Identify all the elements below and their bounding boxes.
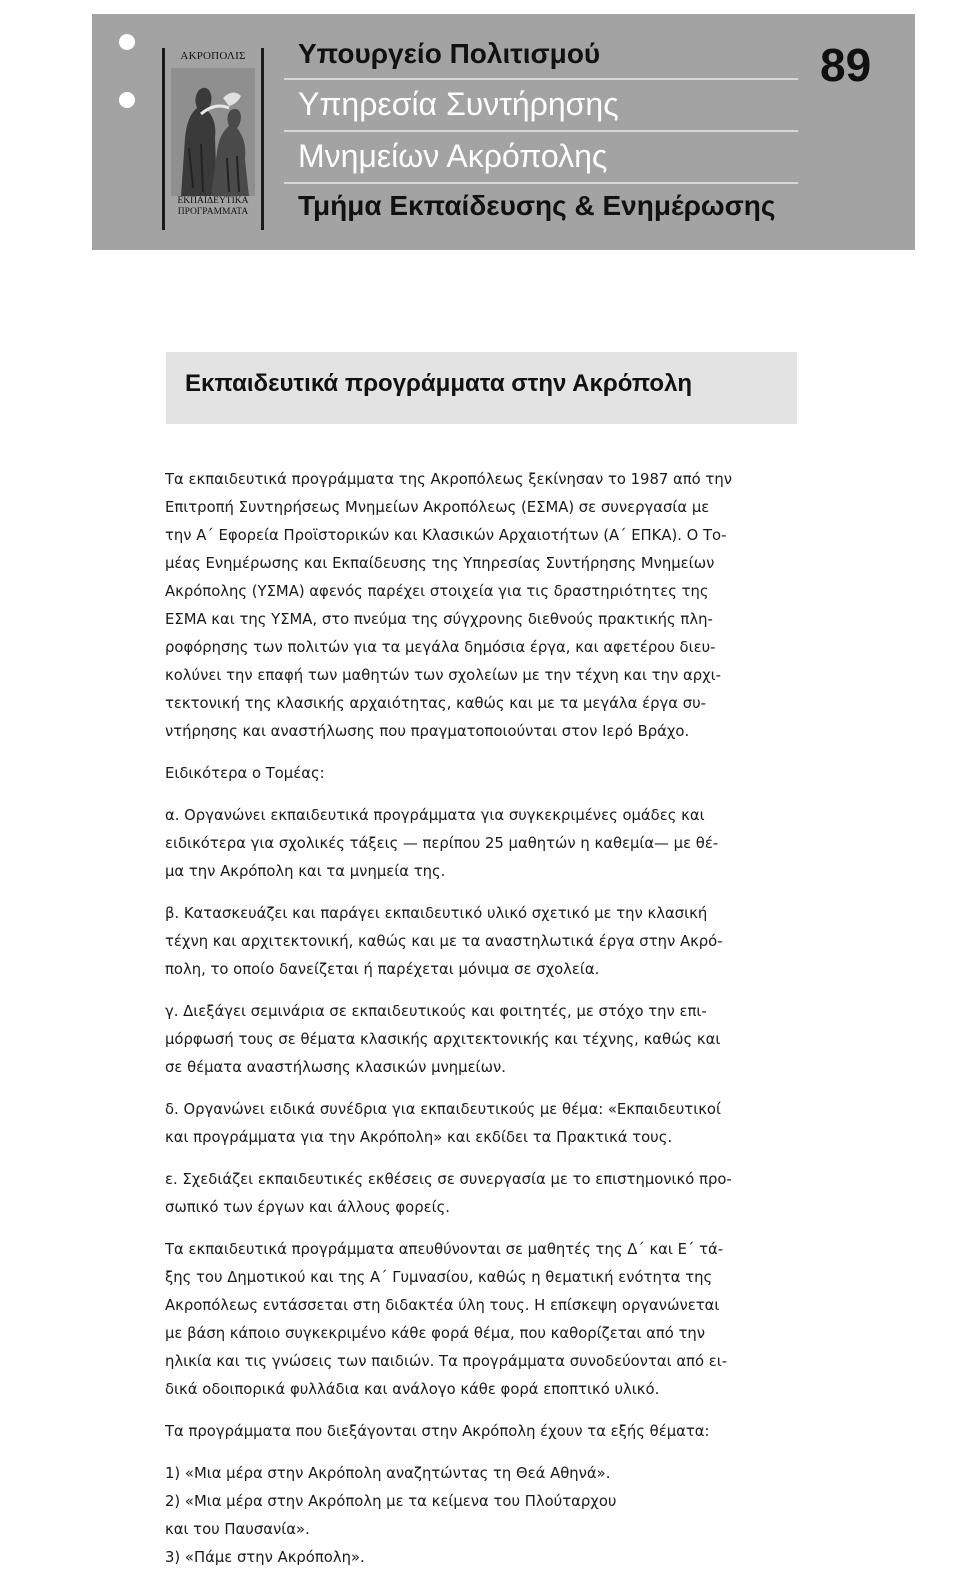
- text-line: με βάση κάποιο συγκεκριμένο κάθε φορά θέμα, που καθορίζεται από την: [165, 1325, 706, 1342]
- binder-hole-top: [119, 34, 135, 50]
- logo-bottom-line: ΠΡΟΓΡΑΜΜΑΤΑ: [177, 207, 249, 217]
- text-line: κολύνει την επαφή των μαθητών των σχολείων με την τέχνη και την αρχι-: [165, 667, 721, 684]
- section-title: Εκπαιδευτικά προγράμματα στην Ακρόπολη: [185, 370, 693, 397]
- text-line: Ακροπόλεως εντάσσεται στη διδακτέα ύλη τους. Η επίσκεψη οργανώνεται: [165, 1297, 720, 1314]
- paragraph-gap: [165, 1082, 805, 1096]
- text-line: μόρφωσή τους σε θέματα κλασικής αρχιτεκτονικής και τέχνης, καθώς και: [165, 1031, 721, 1048]
- department-title: Τμήμα Εκπαίδευσης & Ενημέρωσης: [298, 190, 776, 221]
- text-line: Τα εκπαιδευτικά προγράμματα της Ακροπόλεως ξεκίνησαν το 1987 από την: [165, 471, 732, 488]
- text-line: μέας Ενημέρωσης και Εκπαίδευσης της Υπηρεσίας Συντήρησης Μνημείων: [165, 555, 715, 572]
- header-rule: [284, 130, 798, 132]
- acropolis-logo: [162, 48, 264, 230]
- body-text: [165, 466, 805, 1572]
- paragraph: [165, 998, 805, 1082]
- text-line: ντήρησης και αναστήλωσης που πραγματοποιούνται στον Ιερό Βράχο.: [165, 723, 690, 740]
- text-line: σε θέματα αναστήλωσης κλασικών μνημείων.: [165, 1059, 506, 1076]
- paragraph-gap: [165, 746, 805, 760]
- text-line: 3) «Πάμε στην Ακρόπολη».: [165, 1549, 365, 1566]
- paragraph-gap: [165, 788, 805, 802]
- text-line: ξης του Δημοτικού και της Α΄ Γυμνασίου, καθώς η θεματική ενότητα της: [165, 1269, 713, 1286]
- text-line: τέχνη και αρχιτεκτονική, καθώς και με τα αναστηλωτικά έργα στην Ακρό-: [165, 933, 723, 950]
- text-line: β. Κατασκευάζει και παράγει εκπαιδευτικό υλικό σχετικό με την κλασική: [165, 905, 708, 922]
- paragraph: [165, 466, 805, 746]
- text-line: Τα εκπαιδευτικά προγράμματα απευθύνονται σε μαθητές της Δ΄ και Ε΄ τά-: [165, 1241, 724, 1258]
- paragraph: [165, 760, 805, 788]
- text-line: και του Παυσανία».: [165, 1521, 310, 1538]
- logo-top-text: ΑΚΡΟΠΟΛΙΣ: [180, 50, 246, 62]
- paragraph: [165, 1418, 805, 1446]
- text-line: τεκτονική της κλασικής αρχαιότητας, καθώς και με τα μεγάλα έργα συ-: [165, 695, 706, 712]
- paragraph: [165, 1166, 805, 1222]
- binder-hole-bottom: [119, 92, 135, 108]
- text-line: 1) «Μια μέρα στην Ακρόπολη αναζητώντας τη Θεά Αθηνά».: [165, 1465, 611, 1482]
- page-number: 89: [820, 39, 872, 91]
- text-line: και προγράμματα για την Ακρόπολη» και εκδίδει τα Πρακτικά τους.: [165, 1129, 673, 1146]
- service-title: Υπηρεσία Συντήρησης: [298, 86, 619, 122]
- paragraph: [165, 1460, 805, 1572]
- relief-figures-icon: [171, 68, 255, 196]
- paragraph-gap: [165, 984, 805, 998]
- text-line: ηλικία και τις γνώσεις των παιδιών. Τα προγράμματα συνοδεύονται από ει-: [165, 1353, 728, 1370]
- text-line: Επιτροπή Συντηρήσεως Μνημείων Ακροπόλεως (ΕΣΜΑ) σε συνεργασία με: [165, 499, 710, 516]
- logo-bottom-text: [167, 196, 259, 218]
- text-line: Ακρόπολης (ΥΣΜΑ) αφενός παρέχει στοιχεία για τις δραστηριότητες της: [165, 583, 709, 600]
- text-line: Ειδικότερα ο Τομέας:: [165, 765, 325, 782]
- text-line: ΕΣΜΑ και της ΥΣΜΑ, στο πνεύμα της σύγχρονης διεθνούς πρακτικής πλη-: [165, 611, 713, 628]
- paragraph: [165, 900, 805, 984]
- text-line: ε. Σχεδιάζει εκπαιδευτικές εκθέσεις σε συνεργασία με το επιστημονικό προ-: [165, 1171, 732, 1188]
- text-line: σωπικό των έργων και άλλους φορείς.: [165, 1199, 450, 1216]
- paragraph: [165, 802, 805, 886]
- ministry-title: Υπουργείο Πολιτισμού: [298, 38, 601, 69]
- paragraph-gap: [165, 886, 805, 900]
- text-line: την Α΄ Εφορεία Προϊστορικών και Κλασικών Αρχαιοτήτων (Α΄ ΕΠΚΑ). Ο Το-: [165, 527, 727, 544]
- text-line: πολη, το οποίο δανείζεται ή παρέχεται μόνιμα σε σχολεία.: [165, 961, 600, 978]
- paragraph: [165, 1236, 805, 1404]
- paragraph-gap: [165, 1446, 805, 1460]
- text-line: ειδικότερα για σχολικές τάξεις — περίπου 25 μαθητών η καθεμία— με θέ-: [165, 835, 719, 852]
- text-line: α. Οργανώνει εκπαιδευτικά προγράμματα για συγκεκριμένες ομάδες και: [165, 807, 705, 824]
- paragraph-gap: [165, 1222, 805, 1236]
- logo-bottom-line: ΕΚΠΑΙΔΕΥΤΙΚΑ: [177, 196, 249, 206]
- text-line: Τα προγράμματα που διεξάγονται στην Ακρόπολη έχουν τα εξής θέματα:: [165, 1423, 710, 1440]
- text-line: δ. Οργανώνει ειδικά συνέδρια για εκπαιδευτικούς με θέμα: «Εκπαιδευτικοί: [165, 1101, 721, 1118]
- monuments-title: Μνημείων Ακρόπολης: [298, 138, 608, 174]
- text-line: 2) «Μια μέρα στην Ακρόπολη με τα κείμενα του Πλούταρχου: [165, 1493, 617, 1510]
- header-rule: [284, 78, 798, 80]
- paragraph-gap: [165, 1152, 805, 1166]
- paragraph: [165, 1096, 805, 1152]
- text-line: ροφόρησης των πολιτών για τα μεγάλα δημόσια έργα, και αφετέρου διευ-: [165, 639, 716, 656]
- text-line: μα την Ακρόπολη και τα μνημεία της.: [165, 863, 446, 880]
- paragraph-gap: [165, 1404, 805, 1418]
- header-rule: [284, 182, 798, 184]
- text-line: γ. Διεξάγει σεμινάρια σε εκπαιδευτικούς και φοιτητές, με στόχο την επι-: [165, 1003, 707, 1020]
- text-line: δικά οδοιπορικά φυλλάδια και ανάλογο κάθε φορά εποπτικό υλικό.: [165, 1381, 660, 1398]
